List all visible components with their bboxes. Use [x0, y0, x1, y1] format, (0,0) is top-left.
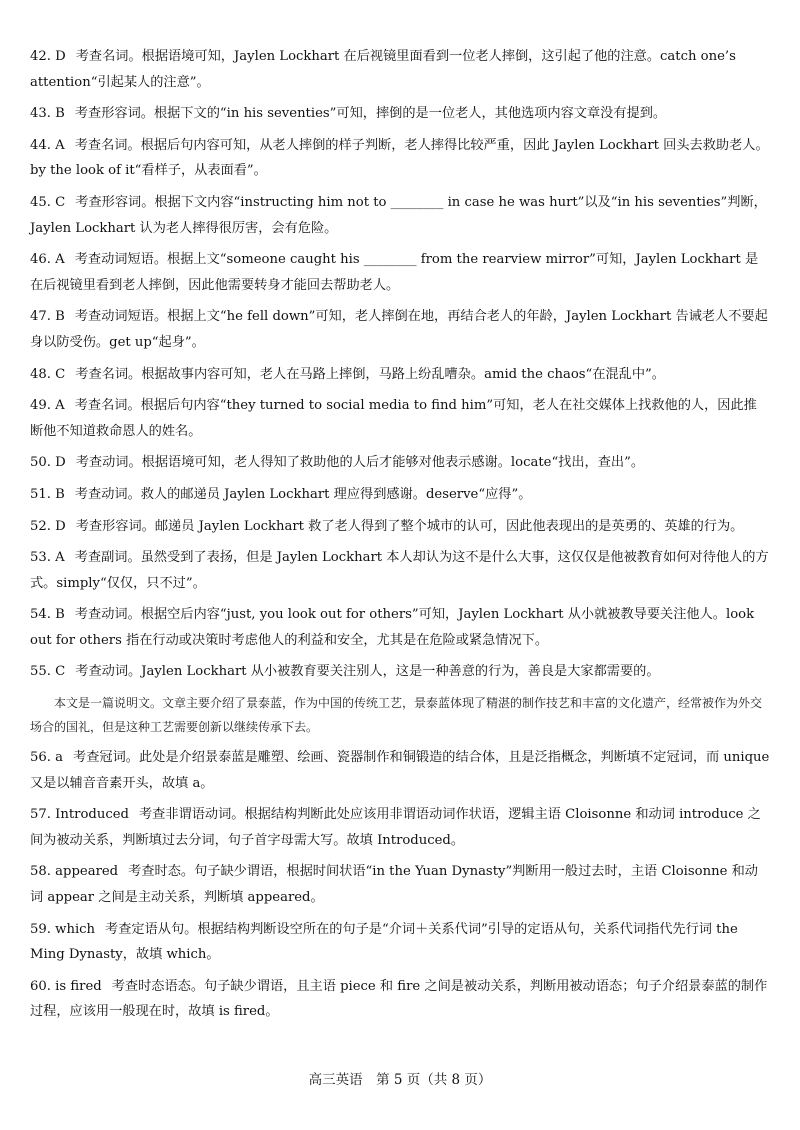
answer-number: 59. which [30, 921, 96, 937]
answer-explanation: 考查冠词。此处是介绍景泰蓝是雕塑、绘画、瓷器制作和铜锻造的结合体，且是泛指概念，判断填不定冠词，而 unique 又是以辅音音素开头，故填 a。 [30, 750, 770, 791]
answer-item [30, 802, 770, 853]
answer-number: 55. C [30, 664, 66, 680]
answer-item [30, 659, 770, 685]
answer-explanation: 考查形容词。根据下文的“in his seventies”可知，摔倒的是一位老人，其他选项内容文章没有提到。 [74, 106, 667, 122]
answer-explanation: 考查时态语态。句子缺少谓语，且主语 piece 和 fire 之间是被动关系，判断用被动语态；句子介绍景泰蓝的制作过程，应该用一般现在时，故填 is fired。 [30, 978, 768, 1020]
answer-explanation: 考查名词。根据语境可知，Jaylen Lockhart 在后视镜里面看到一位老人摔倒，这引起了他的注意。catch one’s attention“引起某人的注意”。 [30, 49, 736, 90]
answer-item [30, 44, 770, 95]
answer-number: 51. B [30, 486, 65, 502]
answer-item [30, 482, 770, 508]
answer-item [30, 190, 770, 241]
answer-explanation: 考查动词。根据语境可知，老人得知了救助他的人后才能够对他表示感谢。locate“找出，查出”。 [75, 455, 645, 471]
answer-number: 45. C [30, 194, 66, 210]
answer-explanation: 考查动词。Jaylen Lockhart 从小被教育要关注别人，这是一种善意的行为，善良是大家都需要的。 [75, 664, 660, 680]
answer-explanation: 考查动词。根据空后内容“just, you look out for others”可知，Jaylen Lockhart 从小就被教导要关注他人。look out for others 指在行动或决策时考虑他人的利益和安全，尤其是在危险或紧急情况下。 [30, 607, 755, 648]
answer-item [30, 545, 770, 596]
answer-group-cloze [30, 44, 770, 685]
answer-list [30, 44, 770, 1031]
answer-explanation: 考查动词短语。根据上文“he fell down”可知，老人摔倒在地，再结合老人的年龄，Jaylen Lockhart 告诫老人不要起身以防受伤。get up“起身”。 [30, 309, 768, 350]
answer-item [30, 101, 770, 127]
answer-group-grammar [30, 745, 770, 1025]
answer-explanation: 考查形容词。邮递员 Jaylen Lockhart 救了老人得到了整个城市的认可，因此他表现出的是英勇的、英雄的行为。 [75, 518, 744, 534]
answer-number: 47. B [30, 309, 65, 325]
answer-explanation: 考查副词。虽然受到了表扬，但是 Jaylen Lockhart 本人却认为这不是什么大事，这仅仅是他被教育如何对待他人的方式。simply“仅仅，只不过”。 [30, 550, 769, 591]
answer-number: 58. appeared [30, 864, 119, 880]
answer-number: 57. Introduced [30, 807, 129, 823]
answer-number: 52. D [30, 518, 66, 534]
answer-item [30, 745, 770, 796]
answer-number: 60. is fired [30, 978, 102, 994]
answer-explanation: 考查非谓语动词。根据结构判断此处应该用非谓语动词作状语，逻辑主语 Cloisonne 和动词 introduce 之间为被动关系，判断填过去分词，句子首字母需大写。故填 Introduced。 [30, 807, 761, 848]
page-footer: 高三英语 第 5 页（共 8 页） [308, 1072, 492, 1088]
answer-item [30, 304, 770, 355]
answer-item [30, 602, 770, 653]
answer-explanation: 考查定语从句。根据结构判断设空所在的句子是“介词＋关系代词”引导的定语从句，关系代词指代先行词 the Ming Dynasty，故填 which。 [30, 921, 738, 963]
answer-explanation: 考查动词。救人的邮递员 Jaylen Lockhart 理应得到感谢。deserve“应得”。 [74, 486, 532, 502]
answer-number: 53. A [30, 550, 65, 566]
answer-item [30, 859, 770, 910]
answer-item [30, 133, 770, 184]
answer-explanation: 考查名词。根据故事内容可知，老人在马路上摔倒，马路上纷乱嘈杂。amid the chaos“在混乱中”。 [75, 366, 665, 382]
answer-explanation: 考查名词。根据后句内容可知，从老人摔倒的样子判断，老人摔得比较严重，因此 Jaylen Lockhart 回头去救助老人。by the look of it“看样子，从表面看”。 [30, 137, 769, 179]
answer-item [30, 514, 770, 540]
passage-summary: 本文是一篇说明文。文章主要介绍了景泰蓝，作为中国的传统工艺，景泰蓝体现了精湛的制作技艺和丰富的文化遗产，经常被作为外交场合的国礼，但是这种工艺需要创新以继续传承下去。 [30, 696, 763, 735]
answer-number: 42. D [30, 49, 66, 64]
answer-number: 43. B [30, 106, 65, 122]
answer-number: 48. C [30, 366, 66, 382]
answer-explanation: 考查名词。根据后句内容“they turned to social media to find him”可知，老人在社交媒体上找救他的人，因此推断他不知道救命恩人的姓名。 [30, 398, 757, 439]
answer-number: 49. A [30, 398, 65, 414]
answer-number: 44. A [30, 137, 65, 153]
answer-item [30, 974, 770, 1025]
answer-explanation: 考查形容词。根据下文内容“instructing him not to ________ in case he was hurt”以及“in his seventies”判断，Jaylen Lockhart 认为老人摔得很厉害，会有危险。 [30, 194, 767, 236]
answer-number: 50. D [30, 455, 66, 471]
answer-item [30, 362, 770, 388]
answer-item [30, 393, 770, 444]
answer-number: 46. A [30, 252, 65, 268]
answer-number: 54. B [30, 607, 65, 623]
answer-explanation: 考查动词短语。根据上文“someone caught his ________ from the rearview mirror”可知，Jaylen Lockhart 是在后视镜里看到老人摔倒，因此他需要转身才能回去帮助老人。 [30, 252, 759, 293]
answer-item [30, 247, 770, 298]
answer-item [30, 450, 770, 476]
answer-number: 56. a [30, 750, 64, 766]
answer-item [30, 917, 770, 968]
answer-explanation: 考查时态。句子缺少谓语，根据时间状语“in the Yuan Dynasty”判断用一般过去时，主语 Cloisonne 和动词 appear 之间是主动关系，判断填 appeared。 [30, 864, 758, 906]
